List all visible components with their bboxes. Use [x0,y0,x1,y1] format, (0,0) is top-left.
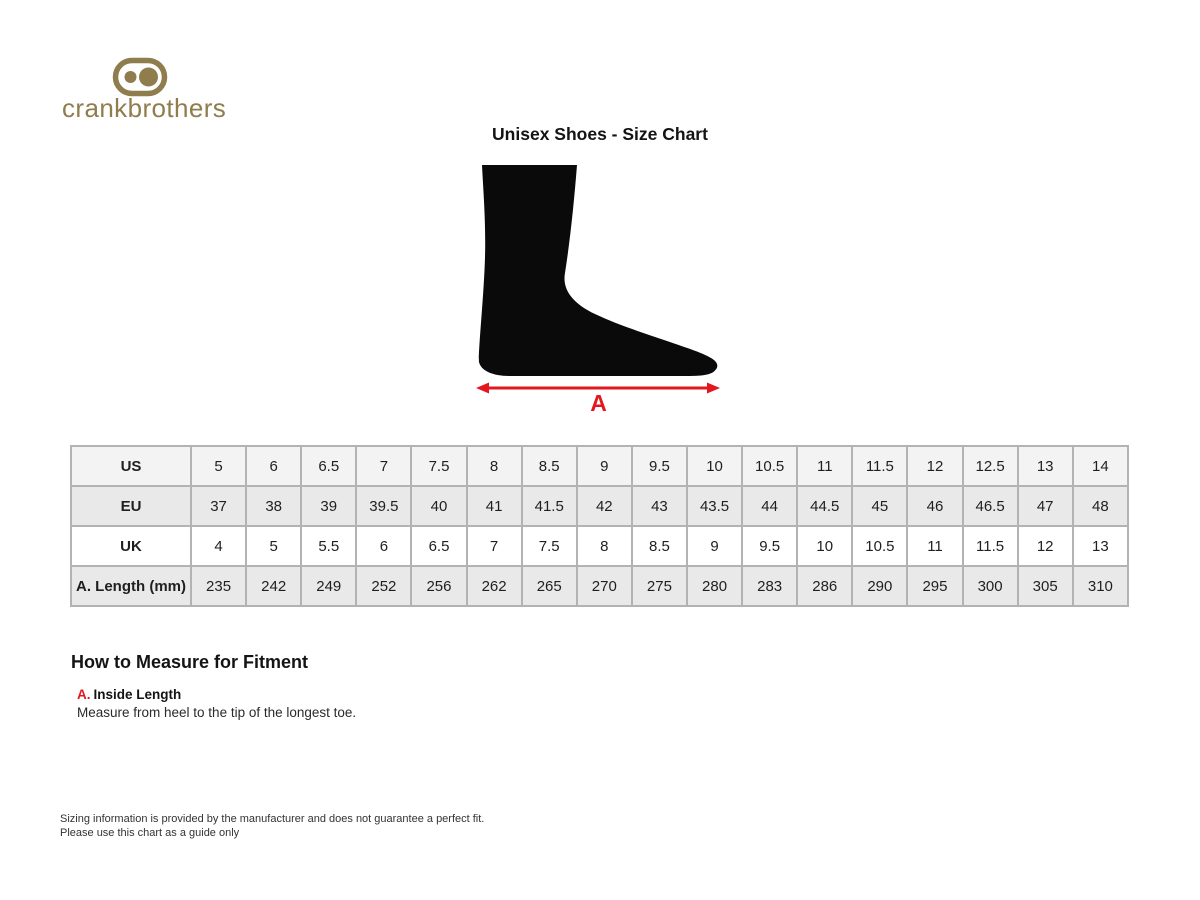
size-cell: 10 [797,526,852,566]
row-label: A. Length (mm) [71,566,191,606]
size-cell: 47 [1018,486,1073,526]
size-cell: 300 [963,566,1018,606]
footer-line-2: Please use this chart as a guide only [60,826,240,839]
size-cell: 305 [1018,566,1073,606]
measure-item-description: Measure from heel to the tip of the longest toe. [77,705,357,720]
size-cell: 7.5 [522,526,577,566]
size-cell: 262 [467,566,522,606]
size-cell: 13 [1073,526,1128,566]
size-cell: 10.5 [742,446,797,486]
table-row [71,566,1128,606]
brand-wordmark: crankbrothers [62,93,227,123]
footer-line-1: Sizing information is provided by the manufacturer and does not guarantee a perfect fit. [60,813,485,825]
size-cell: 5 [191,446,246,486]
table-row [71,486,1128,526]
size-cell: 6 [246,446,301,486]
row-label: EU [71,486,191,526]
size-cell: 8 [577,526,632,566]
size-cell: 43 [632,486,687,526]
size-cell: 7 [467,526,522,566]
size-cell: 7.5 [411,446,466,486]
size-cell: 310 [1073,566,1128,606]
size-cell: 10.5 [852,526,907,566]
size-cell: 275 [632,566,687,606]
size-cell: 41 [467,486,522,526]
size-table [70,445,1129,607]
size-cell: 5 [246,526,301,566]
size-cell: 44 [742,486,797,526]
size-cell: 42 [577,486,632,526]
size-cell: 295 [907,566,962,606]
size-cell: 39 [301,486,356,526]
size-cell: 270 [577,566,632,606]
size-cell: 12 [907,446,962,486]
size-cell: 8.5 [632,526,687,566]
size-cell: 242 [246,566,301,606]
size-cell: 4 [191,526,246,566]
size-cell: 256 [411,566,466,606]
dimension-label: A [590,390,607,416]
size-cell: 45 [852,486,907,526]
size-cell: 46 [907,486,962,526]
size-cell: 39.5 [356,486,411,526]
size-cell: 283 [742,566,797,606]
size-cell: 290 [852,566,907,606]
size-cell: 6.5 [411,526,466,566]
size-cell: 235 [191,566,246,606]
size-cell: 41.5 [522,486,577,526]
size-cell: 9.5 [742,526,797,566]
size-cell: 6.5 [301,446,356,486]
measure-heading: How to Measure for Fitment [71,652,309,672]
crankbrothers-pedal-icon [112,57,168,97]
size-cell: 14 [1073,446,1128,486]
size-cell: 37 [191,486,246,526]
table-row [71,446,1128,486]
size-cell: 286 [797,566,852,606]
size-cell: 12 [1018,526,1073,566]
size-cell: 8 [467,446,522,486]
size-cell: 11.5 [852,446,907,486]
size-cell: 249 [301,566,356,606]
size-cell: 5.5 [301,526,356,566]
size-cell: 9 [687,526,742,566]
size-cell: 9 [577,446,632,486]
measure-item-name: Inside Length [93,687,182,702]
size-cell: 13 [1018,446,1073,486]
measure-item-letter: A. [77,687,91,702]
size-cell: 11.5 [963,526,1018,566]
size-cell: 6 [356,526,411,566]
size-cell: 12.5 [963,446,1018,486]
footer-disclaimer [60,813,484,840]
size-cell: 252 [356,566,411,606]
size-cell: 280 [687,566,742,606]
table-row [71,526,1128,566]
size-cell: 44.5 [797,486,852,526]
size-cell: 43.5 [687,486,742,526]
size-cell: 48 [1073,486,1128,526]
size-cell: 40 [411,486,466,526]
row-label: UK [71,526,191,566]
size-cell: 10 [687,446,742,486]
measure-item-title [77,687,181,702]
row-label: US [71,446,191,486]
size-cell: 38 [246,486,301,526]
size-cell: 11 [797,446,852,486]
size-cell: 8.5 [522,446,577,486]
page-title: Unisex Shoes - Size Chart [492,124,708,144]
size-cell: 46.5 [963,486,1018,526]
sock-silhouette-icon [478,165,720,378]
size-cell: 7 [356,446,411,486]
size-cell: 11 [907,526,962,566]
size-cell: 9.5 [632,446,687,486]
size-cell: 265 [522,566,577,606]
